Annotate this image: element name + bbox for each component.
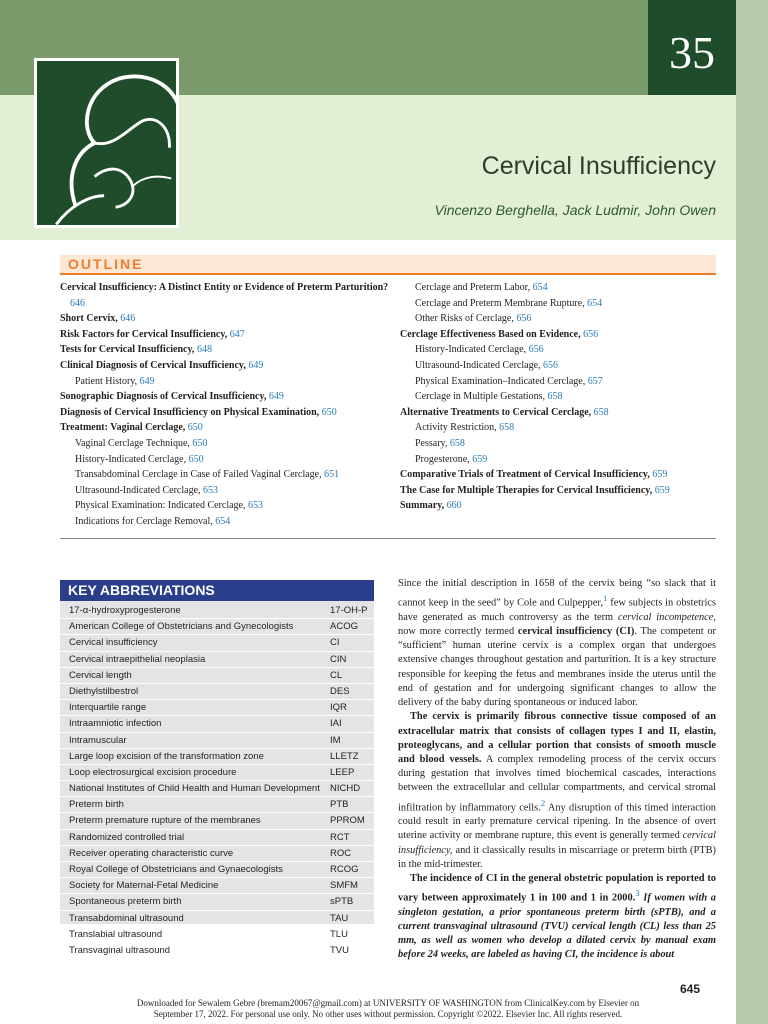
abbreviation-code: PTB — [330, 799, 349, 811]
abbreviation-code: TVU — [330, 944, 349, 956]
outline-item-title: Ultrasound-Indicated Cerclage, — [75, 484, 201, 496]
body-text — [398, 577, 716, 963]
abbreviation-code: LEEP — [330, 766, 355, 778]
abbreviation-term: Preterm birth — [69, 799, 124, 811]
abbreviation-code: IAI — [330, 718, 342, 730]
outline-page-link[interactable]: 648 — [196, 344, 212, 356]
outline-item[interactable] — [400, 389, 720, 405]
chapter-authors: Vincenzo Berghella, Jack Ludmir, John Owen — [434, 202, 716, 218]
outline-item[interactable] — [400, 436, 720, 452]
abbreviation-code: RCT — [330, 831, 350, 843]
abbreviation-term: 17-α-hydroxyprogesterone — [69, 605, 181, 616]
outline-item-title: Indications for Cerclage Removal, — [75, 515, 213, 527]
abbreviation-term: Cervical length — [69, 669, 132, 681]
outline-item[interactable] — [60, 327, 390, 343]
outline-page-link[interactable]: 650 — [187, 422, 203, 434]
outline-item[interactable] — [400, 342, 720, 358]
outline-page-link[interactable]: 653 — [203, 484, 219, 496]
abbreviation-row — [60, 878, 374, 894]
outline-item-title: Short Cervix, — [60, 313, 118, 325]
abbreviation-row — [60, 684, 374, 700]
outline-item-title: Pessary, — [415, 437, 448, 449]
abbreviation-row — [60, 635, 374, 651]
abbreviation-term: National Institutes of Child Health and Human Development — [69, 783, 320, 795]
abbreviation-list — [60, 601, 374, 959]
abbreviation-row — [60, 765, 374, 781]
outline-item-title: Cerclage in Multiple Gestations, — [415, 391, 545, 403]
outline-item-title: Cerclage and Preterm Membrane Rupture, — [415, 297, 585, 309]
abbreviation-code: CL — [330, 669, 343, 681]
outline-page-link[interactable]: 646 — [70, 297, 85, 309]
outline-item-title: Cerclage Effectiveness Based on Evidence, — [400, 328, 581, 340]
footer-line-1: Downloaded for Sewalem Gebre (bremam20067@gmail.com) at UNIVERSITY OF WASHINGTON from ClinicalKey.com by Elsevier on — [136, 998, 640, 1008]
page-number: 645 — [680, 982, 701, 996]
outline-page-link[interactable]: 658 — [499, 422, 515, 434]
outline-item-title: Other Risks of Cerclage, — [415, 313, 514, 325]
body-paragraph-3: The incidence of CI in the general obstetric population is reported to vary between approximately 1 in 100 and 1 in 2000.$^3$ If women with a singleton gestation, a prior spontaneous preterm birth (sPTB), and a current transvaginal ultrasound (TVU) cervical length (CL) less than 25 mm, as well as women who develop a dilated cervix by manual exam before 24 weeks, are labeled as having CI, the incidence is about — [398, 873, 716, 961]
abbreviation-term: Royal College of Obstetricians and Gynaecologists — [69, 864, 283, 875]
outline-title: OUTLINE — [68, 256, 144, 272]
abbreviation-code: TAU — [330, 912, 349, 924]
outline-page-link[interactable]: 653 — [248, 500, 263, 512]
outline-item-title: Patient History, — [75, 375, 138, 387]
abbreviation-code: LLETZ — [330, 750, 359, 762]
outline-item-title: Tests for Cervical Insufficiency, — [60, 344, 195, 356]
abbreviation-row — [60, 943, 374, 959]
outline-page-link[interactable]: 649 — [248, 359, 264, 371]
abbreviation-code: RCOG — [330, 864, 359, 875]
outline-item[interactable] — [60, 514, 390, 530]
abbreviation-term: Loop electrosurgical excision procedure — [69, 766, 237, 778]
abbreviation-term: Transabdominal ultrasound — [69, 912, 184, 924]
outline-page-link[interactable]: 656 — [543, 359, 559, 371]
outline-item-title: The Case for Multiple Therapies for Cervical Insufficiency, — [400, 484, 653, 496]
outline-page-link[interactable]: 654 — [587, 297, 603, 309]
outline-page-link[interactable]: 646 — [120, 313, 136, 325]
key-abbreviations-title: KEY ABBREVIATIONS — [60, 580, 374, 601]
abbreviation-row — [60, 813, 374, 829]
abbreviation-term: Preterm premature rupture of the membranes — [69, 815, 261, 827]
outline-item[interactable] — [60, 498, 390, 514]
outline-page-link[interactable]: 656 — [583, 328, 599, 340]
abbreviation-row — [60, 927, 374, 943]
outline-item[interactable] — [60, 405, 390, 421]
outline-page-link[interactable]: 654 — [532, 282, 548, 293]
abbreviation-term: Interquartile range — [69, 702, 147, 714]
abbreviation-row — [60, 733, 374, 749]
abbreviation-term: Translabial ultrasound — [69, 928, 163, 940]
outline-item[interactable] — [400, 327, 720, 343]
outline-page-link[interactable]: 647 — [229, 328, 245, 340]
abbreviation-row — [60, 781, 374, 797]
outline-header — [60, 255, 716, 275]
outline-page-link[interactable]: 649 — [139, 375, 155, 387]
section-divider — [60, 538, 716, 539]
outline-item-title: Progesterone, — [415, 453, 470, 465]
outline-page-link[interactable]: 650 — [188, 453, 204, 465]
outline-left-column — [60, 280, 390, 530]
outline-item-title: Risk Factors for Cervical Insufficiency, — [60, 328, 228, 340]
abbreviation-term: Diethylstilbestrol — [69, 685, 139, 697]
outline-item-title: Ultrasound-Indicated Cerclage, — [415, 359, 541, 371]
chapter-title: Cervical Insufficiency — [481, 152, 716, 180]
outline-item-title: History-Indicated Cerclage, — [75, 453, 187, 465]
abbreviation-code: sPTB — [330, 896, 354, 908]
outline-item[interactable] — [400, 296, 720, 312]
abbreviation-code: TLU — [330, 928, 348, 940]
outline-page-link[interactable]: 658 — [449, 437, 465, 449]
abbreviation-term: Cervical insufficiency — [69, 637, 158, 649]
abbreviation-code: ROC — [330, 847, 352, 859]
abbreviation-term: American College of Obstetricians and Gynecologists — [69, 621, 294, 633]
outline-item[interactable] — [400, 311, 720, 327]
abbreviation-row — [60, 668, 374, 684]
outline-item[interactable] — [60, 374, 390, 390]
outline-page-link[interactable]: 651 — [324, 469, 340, 481]
abbreviation-row — [60, 603, 374, 619]
outline-page-link[interactable]: 659 — [472, 453, 488, 465]
outline-page-link[interactable]: 656 — [528, 344, 544, 356]
outline-item[interactable] — [60, 389, 390, 405]
outline-item-title: Vaginal Cerclage Technique, — [75, 437, 190, 449]
abbreviation-row — [60, 846, 374, 862]
abbreviation-row — [60, 749, 374, 765]
abbreviation-code: 17-OH-P — [330, 605, 368, 616]
outline-item-title: Alternative Treatments to Cervical Cerclage, — [400, 406, 592, 418]
abbreviation-code: NICHD — [330, 783, 361, 795]
abbreviation-code: IM — [330, 734, 341, 746]
outline-item[interactable] — [400, 374, 720, 390]
outline-page-link[interactable]: 659 — [652, 469, 668, 481]
body-paragraph-1: Since the initial description in 1658 of the cervix being “so slack that it cannot keep in the seed” by Cole and Culpepper,$^1$ few subjects in obstetrics have generated as much controversy as the term cervical incompetence, now more correctly termed cervical insufficiency (CI). The competent or “sufficient” human uterine cervix is a complex organ that undergoes extensive changes throughout gestation and parturition. It is a key structure responsible for keeping the fetus and membranes inside the uterus until the end of gestation and for undergoing significant changes to allow the delivery of the baby during spontaneous or induced labor. — [398, 578, 716, 709]
outline-page-link[interactable]: 659 — [654, 484, 670, 496]
outline-item-title: Clinical Diagnosis of Cervical Insufficiency, — [60, 359, 246, 371]
outline-item-title: Transabdominal Cerclage in Case of Failed Vaginal Cerclage, — [75, 469, 322, 481]
abbreviation-term: Cervical intraepithelial neoplasia — [69, 653, 206, 665]
abbreviation-term: Receiver operating characteristic curve — [69, 847, 234, 859]
abbreviation-code: IQR — [330, 702, 347, 714]
outline-page-link[interactable]: 649 — [268, 391, 284, 403]
outline-right-column — [400, 280, 720, 514]
abbreviation-row — [60, 797, 374, 813]
side-stripe — [736, 0, 768, 1024]
abbreviation-row — [60, 716, 374, 732]
outline-item[interactable] — [60, 280, 390, 311]
outline-page-link[interactable]: 658 — [593, 406, 609, 418]
abbreviation-code: CI — [330, 637, 340, 649]
outline-item[interactable] — [60, 311, 390, 327]
abbreviation-term: Randomized controlled trial — [69, 831, 185, 843]
outline-item-title: Sonographic Diagnosis of Cervical Insufficiency, — [60, 391, 267, 403]
outline-item[interactable] — [60, 483, 390, 499]
abbreviation-row — [60, 652, 374, 668]
outline-item[interactable] — [60, 467, 390, 483]
outline-item[interactable] — [60, 452, 390, 468]
outline-item-title: Comparative Trials of Treatment of Cervical Insufficiency, — [400, 469, 650, 481]
key-abbreviations-box — [60, 580, 374, 956]
outline-page-link[interactable]: 654 — [215, 515, 231, 527]
abbreviation-code: ACOG — [330, 621, 358, 633]
abbreviation-code: CIN — [330, 653, 347, 665]
outline-item-title: Cervical Insufficiency: A Distinct Entity or Evidence of Preterm Parturition? — [60, 282, 389, 293]
outline-item-title: Diagnosis of Cervical Insufficiency on Physical Examination, — [60, 406, 320, 418]
outline-page-link[interactable]: 657 — [587, 375, 603, 387]
outline-item-title: History-Indicated Cerclage, — [415, 344, 527, 356]
outline-item[interactable] — [60, 436, 390, 452]
footer-line-2: September 17, 2022. For personal use only. No other uses without permission. Copyright ©2022. Elsevier Inc. All rights reserved. — [153, 1009, 623, 1019]
abbreviation-row — [60, 619, 374, 635]
section-logo-icon — [34, 58, 179, 228]
outline-item[interactable] — [400, 483, 720, 499]
outline-item[interactable] — [400, 452, 720, 468]
outline-page-link[interactable]: 658 — [547, 391, 563, 403]
outline-page-link[interactable]: 660 — [446, 500, 462, 512]
abbreviation-row — [60, 862, 374, 878]
abbreviation-code: SMFM — [330, 880, 358, 892]
abbreviation-term: Spontaneous preterm birth — [69, 896, 182, 908]
abbreviation-term: Society for Maternal-Fetal Medicine — [69, 880, 219, 892]
abbreviation-term: Intraamniotic infection — [69, 718, 162, 730]
abbreviation-row — [60, 700, 374, 716]
outline-item-title: Activity Restriction, — [415, 422, 497, 434]
outline-item[interactable] — [400, 280, 720, 296]
outline-item-title: Summary, — [400, 500, 445, 512]
outline-item-title: Treatment: Vaginal Cerclage, — [60, 422, 186, 434]
abbreviation-row — [60, 830, 374, 846]
outline-item-title: Physical Examination: Indicated Cerclage, — [75, 500, 246, 512]
body-paragraph-2: The cervix is primarily fibrous connective tissue composed of an extracellular matrix that consists of collagen types I and II, elastin, proteoglycans, and a cellular portion that consists of smooth muscle and blood vessels. A complex remodeling process of the cervix occurs during gestation that involves timed biochemical cascades, interactions between the extracellular and cellular compartments, and cervical stromal infiltration by inflammatory cells.$^2$ Any disruption of this timed interaction could result in early premature cervical ripening. In the absence of overt uterine activity or membrane rupture, this event is generally termed cervical insufficiency, and it classically results in miscarriage or preterm birth (PTB) in the mid-trimester. — [398, 711, 717, 870]
abbreviation-code: PPROM — [330, 815, 365, 827]
outline-page-link[interactable]: 650 — [192, 437, 208, 449]
abbreviation-row — [60, 911, 374, 927]
abbreviation-code: DES — [330, 685, 350, 697]
abbreviation-term: Large loop excision of the transformation zone — [69, 750, 264, 762]
outline-item[interactable] — [400, 420, 720, 436]
outline-item[interactable] — [400, 467, 720, 483]
outline-item-title: Cerclage and Preterm Labor, — [415, 282, 531, 293]
chapter-number: 35 — [669, 27, 715, 78]
outline-item[interactable] — [60, 358, 390, 374]
outline-page-link[interactable]: 656 — [516, 313, 532, 325]
download-footer — [60, 998, 716, 1020]
abbreviation-term: Transvaginal ultrasound — [69, 944, 171, 956]
outline-item[interactable] — [400, 358, 720, 374]
outline-item[interactable] — [400, 405, 720, 421]
outline-item-title: Physical Examination–Indicated Cerclage, — [415, 375, 586, 387]
abbreviation-row — [60, 894, 374, 910]
outline-page-link[interactable]: 650 — [321, 406, 337, 418]
abbreviation-term: Intramuscular — [69, 734, 127, 746]
outline-item[interactable] — [60, 342, 390, 358]
outline-item[interactable] — [60, 420, 390, 436]
outline-item[interactable] — [400, 498, 720, 514]
